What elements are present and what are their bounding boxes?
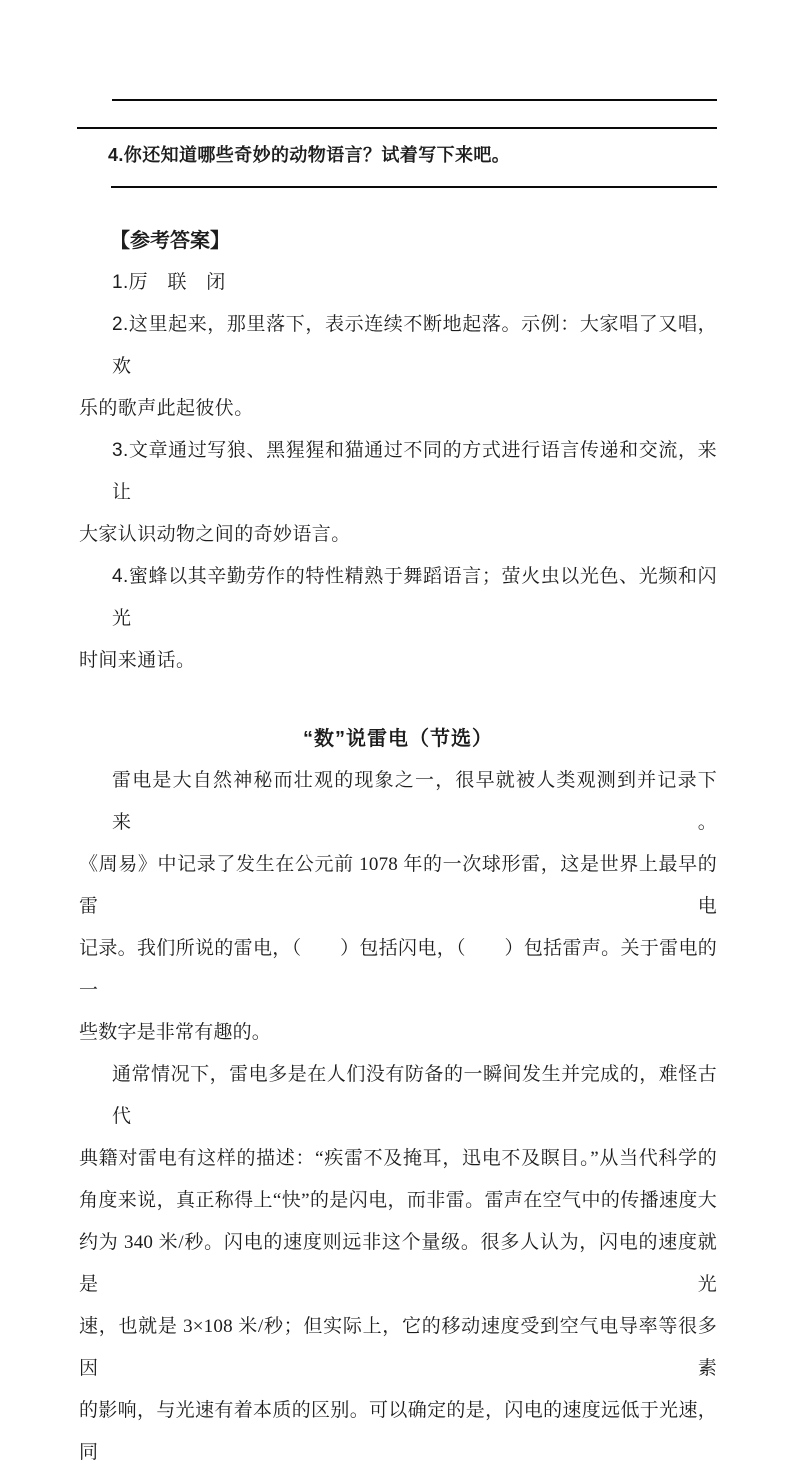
answer-blank-line [111, 186, 717, 188]
passage-line: 些数字是非常有趣的。 [79, 1022, 272, 1043]
answer-key-line: 4.蜜蜂以其辛勤劳作的特性精熟于舞蹈语言；萤火虫以光色、光频和闪光 [112, 566, 717, 629]
passage-line: 典籍对雷电有这样的描述：“疾雷不及掩耳，迅电不及瞑目。”从当代科学的 [79, 1148, 717, 1169]
passage-line: 的影响，与光速有着本质的区别。可以确定的是，闪电的速度远低于光速，同 [79, 1400, 717, 1463]
passage-line: 通常情况下，雷电多是在人们没有防备的一瞬间发生并完成的，难怪古代 [112, 1064, 717, 1127]
passage-title: “数”说雷电（节选） [303, 728, 493, 750]
answer-key-line: 2.这里起来，那里落下，表示连续不断地起落。示例：大家唱了又唱，欢 [112, 314, 717, 377]
passage-line: 记录。我们所说的雷电，（ ）包括闪电，（ ）包括雷声。关于雷电的一 [79, 938, 717, 1001]
answer-blank-line [77, 127, 717, 129]
passage-line: 角度来说，真正称得上“快”的是闪电，而非雷。雷声在空气中的传播速度大 [79, 1190, 717, 1211]
passage-line: 雷电是大自然神秘而壮观的现象之一，很早就被人类观测到并记录下来。 [112, 770, 717, 833]
answer-key-line: 时间来通话。 [79, 650, 196, 671]
worksheet-page [0, 99, 793, 1463]
answer-blank-line [112, 99, 717, 101]
passage-line: 速，也就是 3×108 米/秒；但实际上，它的移动速度受到空气电导率等很多因素 [79, 1316, 717, 1379]
answer-key-header: 【参考答案】 [110, 230, 230, 252]
passage-line: 《周易》中记录了发生在公元前 1078 年的一次球形雷，这是世界上最早的雷电 [79, 854, 717, 917]
answer-key-line: 乐的歌声此起彼伏。 [79, 398, 254, 419]
passage-line: 约为 340 米/秒。闪电的速度则远非这个量级。很多人认为，闪电的速度就是光 [79, 1232, 717, 1295]
passage-body [79, 760, 717, 1474]
answer-key-lines [79, 262, 717, 682]
question-4-prompt: 4.你还知道哪些奇妙的动物语言？试着写下来吧。 [108, 145, 511, 165]
answer-key-line: 大家认识动物之间的奇妙语言。 [79, 524, 351, 545]
answer-key-line: 1.厉 联 闭 [112, 272, 226, 293]
answer-key-line: 3.文章通过写狼、黑猩猩和猫通过不同的方式进行语言传递和交流，来让 [112, 440, 717, 503]
